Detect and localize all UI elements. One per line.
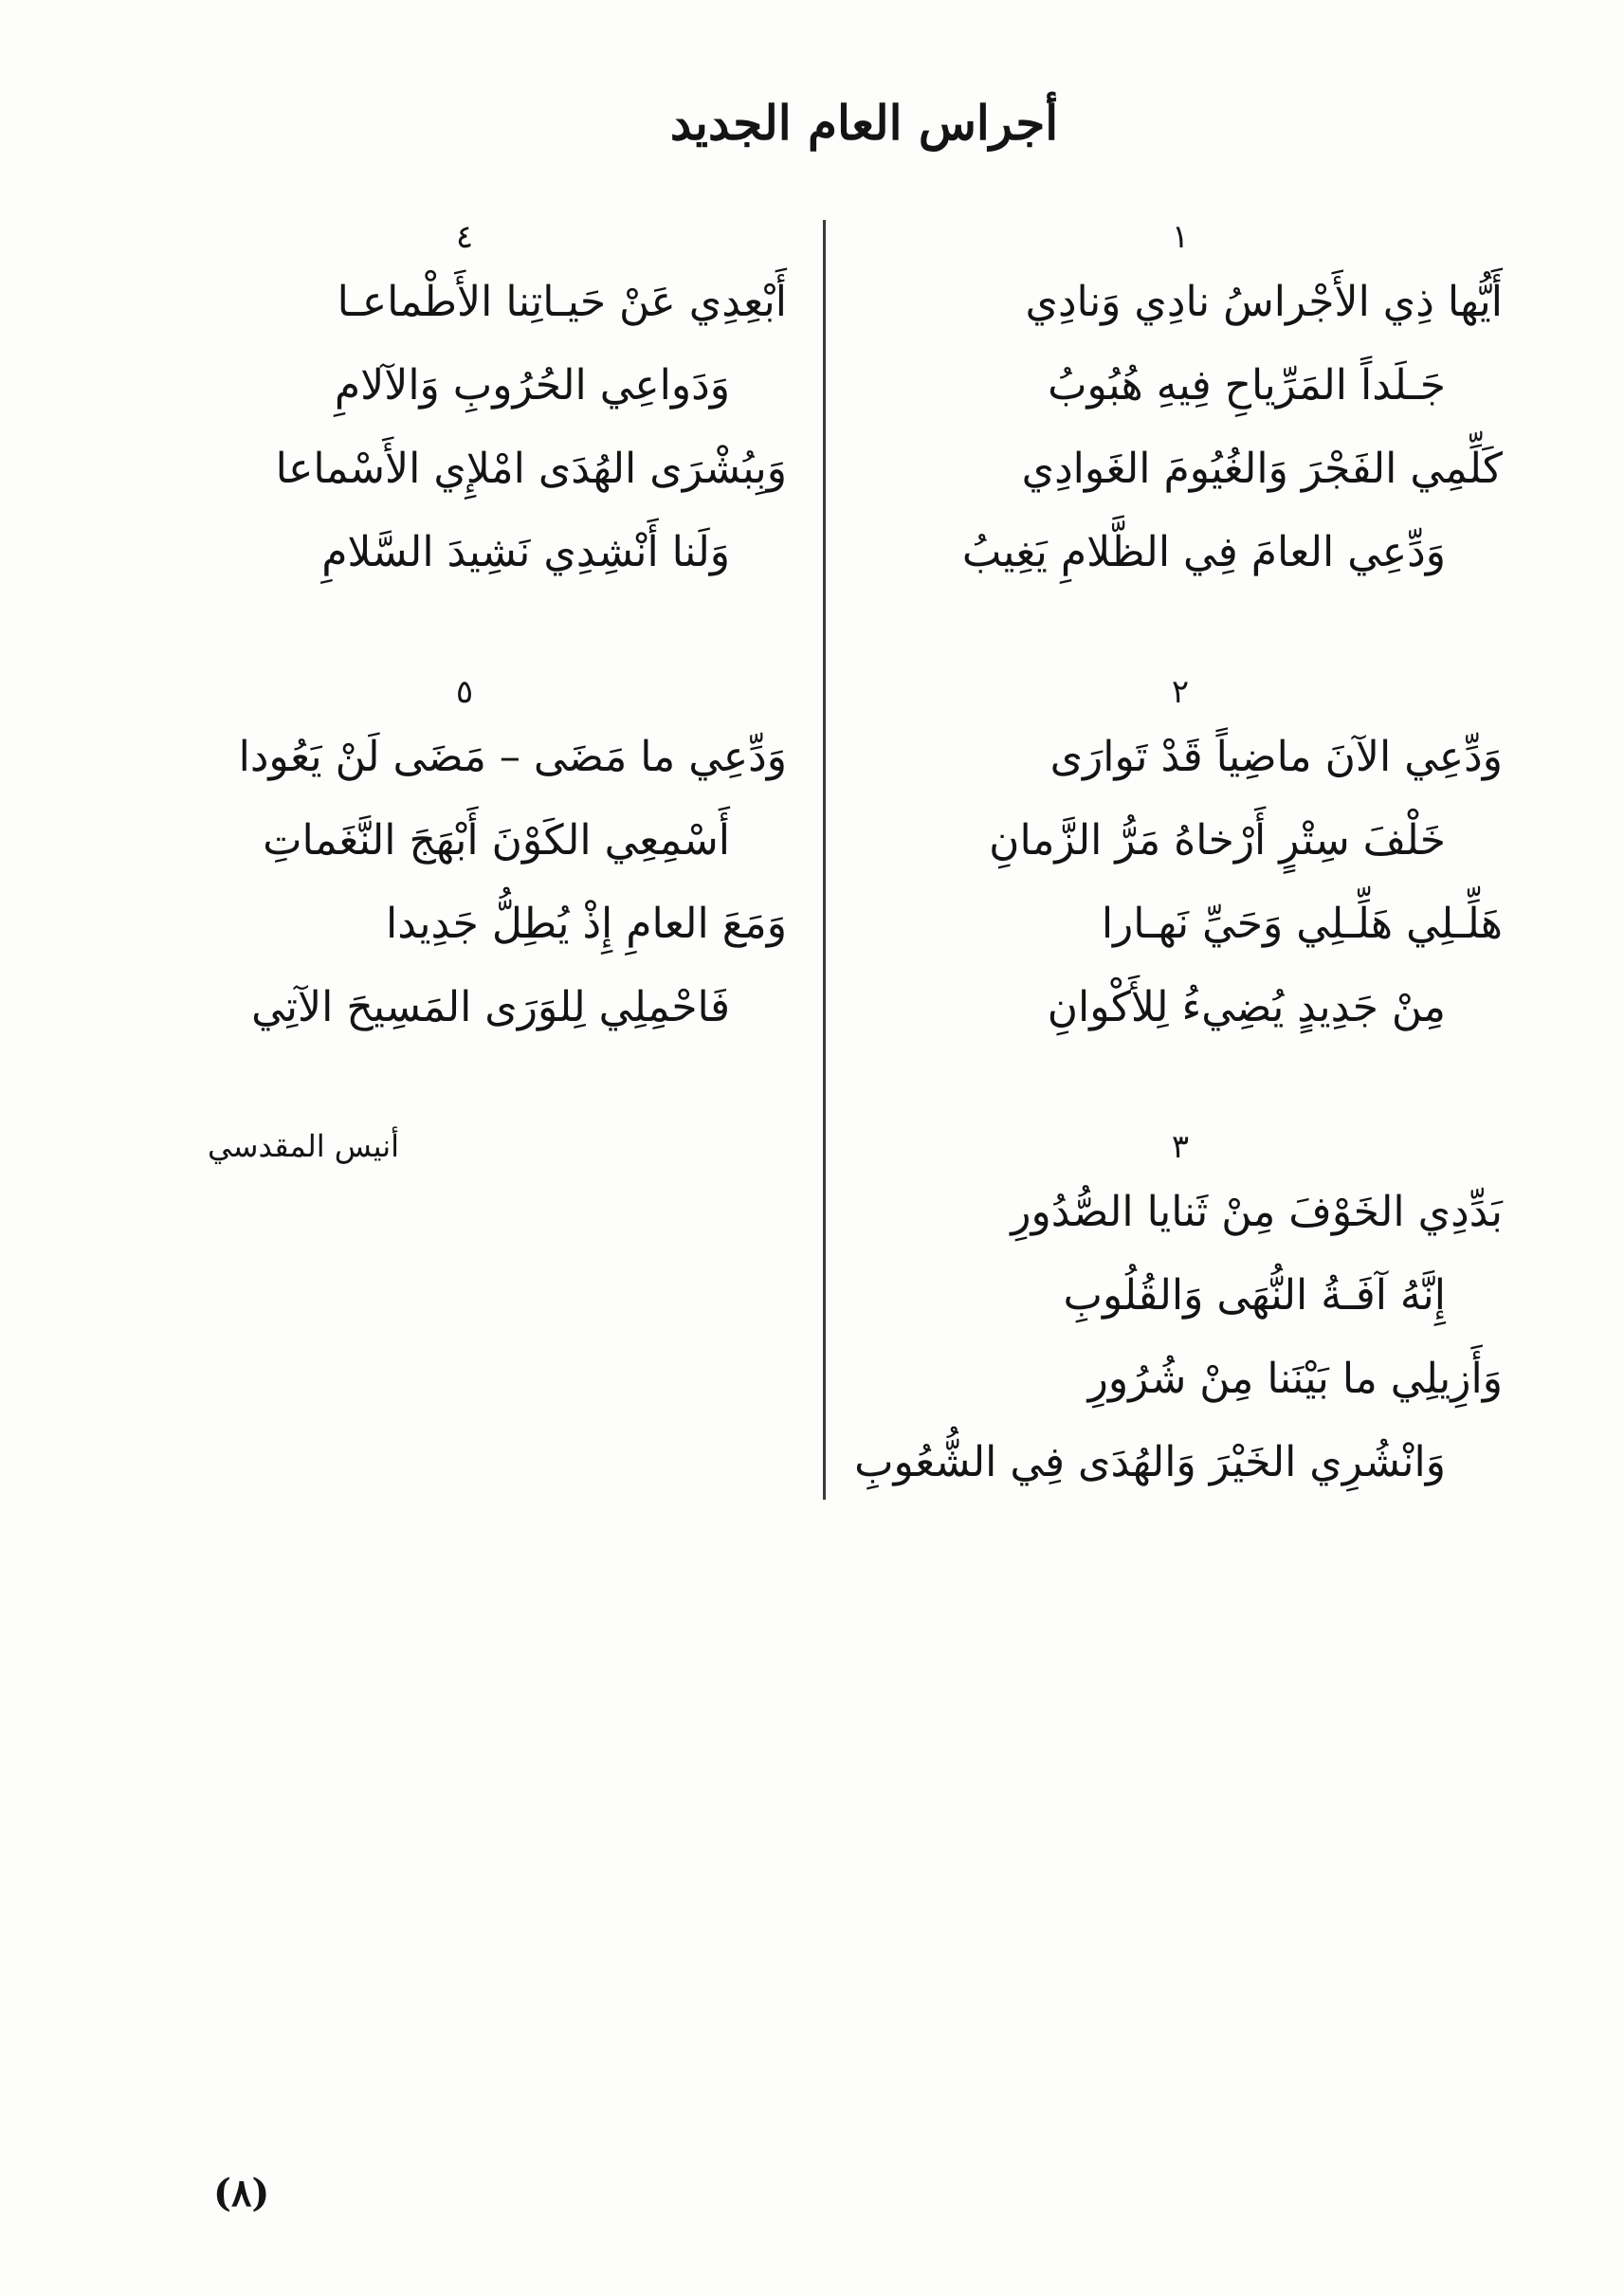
left-column xyxy=(142,213,787,1123)
column-divider xyxy=(823,220,826,1500)
stanza-2 xyxy=(858,668,1503,1123)
stanza-number: ١ xyxy=(1171,218,1190,256)
verse-line: وَدِّعِي العامَ فِي الظَّلامِ يَغِيبُ xyxy=(961,528,1446,576)
stanza-number: ٣ xyxy=(1171,1128,1190,1166)
stanza-number: ٢ xyxy=(1171,673,1190,711)
verse-line: وَمَعَ العامِ إِذْ يُطِلُّ جَدِيدا xyxy=(385,900,787,948)
verse-line: وَدِّعِي ما مَضَى – مَضَى لَنْ يَعُودا xyxy=(238,733,787,781)
stanza-4 xyxy=(142,213,787,668)
verse-line: وَأَزِيلِي ما بَيْنَنا مِنْ شُرُورِ xyxy=(1087,1355,1503,1403)
verse-line: أَيُّها ذِي الأَجْراسُ نادِي وَنادِي xyxy=(1025,278,1503,326)
verse-line: وَدَواعِي الحُرُوبِ وَالآلامِ xyxy=(334,361,730,410)
verse-line: أَبْعِدِي عَنْ حَيـاتِنا الأَطْماعـا xyxy=(337,278,787,326)
page-number: (٨) xyxy=(213,2171,270,2215)
verse-line: إِنَّهُ آفَـةُ النُّهَى وَالقُلُوبِ xyxy=(1063,1271,1446,1320)
author-signature: أنيس المقدسي xyxy=(207,1128,400,1164)
right-column xyxy=(854,213,1503,1578)
stanza-1 xyxy=(858,213,1503,668)
verse-line: وَانْشُرِي الخَيْرَ وَالهُدَى فِي الشُّعُوبِ xyxy=(854,1438,1446,1486)
verse-line: كَلِّمِي الفَجْرَ وَالغُيُومَ الغَوادِي xyxy=(1021,445,1503,493)
stanza-5 xyxy=(142,668,787,1123)
verse-line: بَدِّدِي الخَوْفَ مِنْ ثَنايا الصُّدُورِ xyxy=(1011,1188,1503,1236)
verse-line: خَلْفَ سِتْرٍ أَرْخاهُ مَرُّ الزَّمانِ xyxy=(989,816,1446,865)
verse-line: فَاحْمِلِي لِلوَرَى المَسِيحَ الآتِي xyxy=(251,983,730,1031)
verse-line: مِنْ جَدِيدٍ يُضِيءُ لِلأَكْوانِ xyxy=(1047,983,1446,1031)
verse-line: جَـلَداً المَرِّياحِ فِيهِ هُبُوبُ xyxy=(1048,361,1446,410)
verse-line: وَبِبُشْرَى الهُدَى امْلإِي الأَسْماعا xyxy=(275,445,787,493)
stanza-number: ٤ xyxy=(455,218,474,256)
poem-title: أجراس العام الجديد xyxy=(669,95,1059,151)
stanza-number: ٥ xyxy=(455,673,474,711)
stanza-3 xyxy=(854,1123,1503,1578)
verse-line: وَلَنا أَنْشِدِي نَشِيدَ السَّلامِ xyxy=(321,528,730,576)
verse-line: وَدِّعِي الآنَ ماضِياً قَدْ تَوارَى xyxy=(1049,733,1503,781)
verse-line: هَلِّـلِي هَلِّـلِي وَحَيِّ نَهـارا xyxy=(1101,900,1503,948)
verse-line: أَسْمِعِي الكَوْنَ أَبْهَجَ النَّغَماتِ xyxy=(263,816,730,865)
